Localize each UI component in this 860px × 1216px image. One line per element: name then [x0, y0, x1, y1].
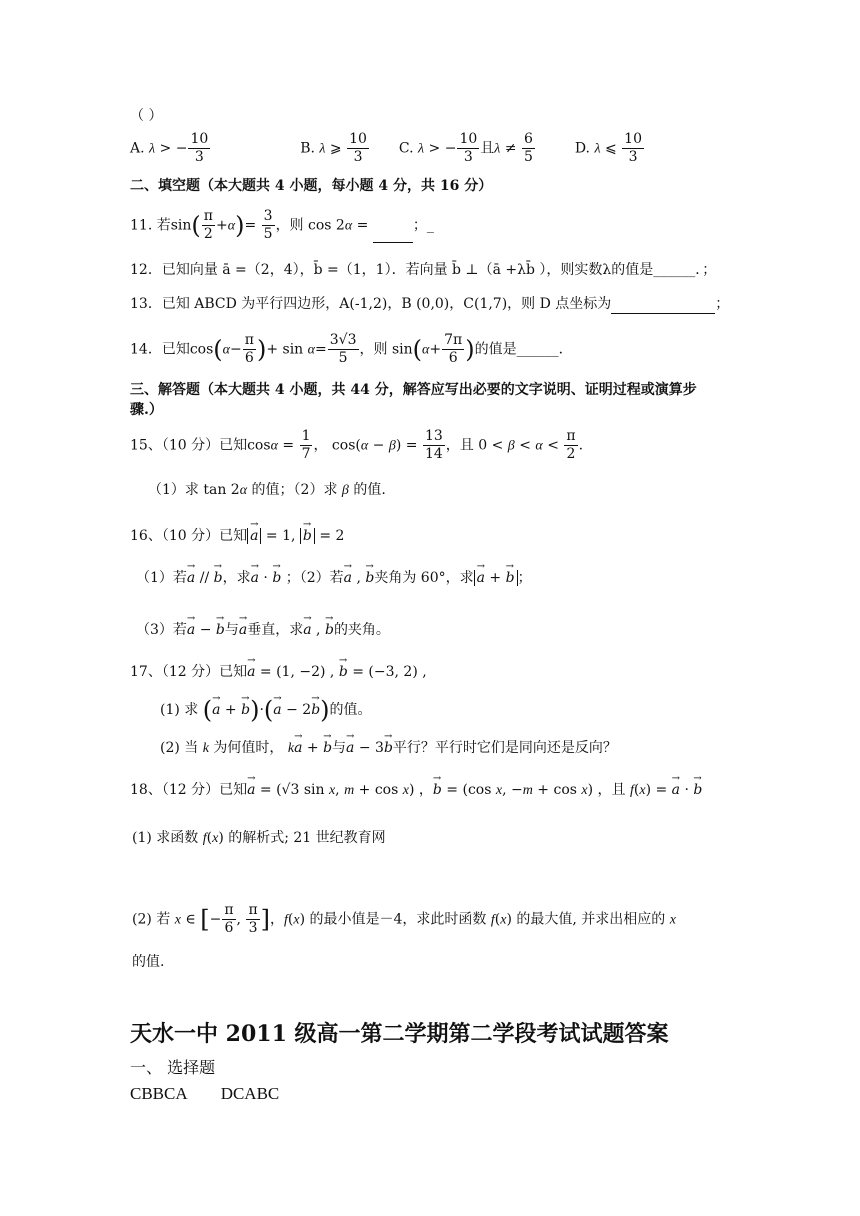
- question-16-part1-2: （1）若→ a // → b，求→ a · → b ；（2）若→ a , → b夹角为 60°，求→ a + → b ；: [136, 568, 532, 588]
- question-16: 16、（10 分）已知→ a = 1, → b = 2: [130, 526, 344, 546]
- question-14: 14．已知cos(α− $\frac{\pi}{6}$ )+ sin α= $\frac{3√3}{5}$ ，则 sin(α+ $\frac{7\pi}{6}$ )的值是______．: [130, 332, 573, 366]
- question-18: 18、（12 分）已知→ a = (√3 sin x, m + cos x) ，→ b = (cos x, −m + cos x) ，且 f(x) = → a · → b: [130, 780, 702, 801]
- question-17-part1: (1) 求 (→ a + → b)·(→ a − 2→ b)的值。: [160, 700, 372, 720]
- answers-choices: CBBCA DCABC: [130, 1084, 280, 1103]
- question-18-part2-cont: 的值.: [132, 954, 165, 970]
- question-11: 11. 若sin( $\frac{\pi}{2}$ +α)= $\frac{3}{5}$ ，则 cos 2α = ；_: [130, 208, 434, 242]
- question-18-part1: (1) 求函数 f(x) 的解析式; 21 世纪教育网: [132, 830, 386, 846]
- section-3-heading-cont: 骤.）: [130, 402, 163, 418]
- question-16-part3: （3）若→ a − → b与→ a垂直，求→ a , → b的夹角。: [136, 620, 390, 640]
- question-18-part2: (2) 若 x ∈ [− $\frac{\pi}{6}$ , $\frac{\pi}{3}$ ]，f(x) 的最小值是－4，求此时函数 f(x) 的最大值, 并求出相应的 x: [132, 902, 676, 936]
- question-13: 13．已知 ABCD 为平行四边形，A(-1,2)，B (0,0)，C(1,7)，则 D 点坐标为 ；: [130, 296, 730, 312]
- question-15: 15、（10 分）已知cosα = $\frac{1}{7}$ ， cos(α − β) = $\frac{13}{14}$ ，且 0 < β < α < $\frac{\pi}{2}$ .: [130, 428, 584, 462]
- q10-options: A. λ > − $\frac{10}{3}$ B. λ ⩾ $\frac{10}{3}$ C. λ > − $\frac{10}{3}$ 且λ ≠ $\frac{6}{5}$ D. λ ⩽ $\frac{10}{3}$: [130, 131, 642, 165]
- answers-title: 天水一中 2011 级高一第二学期第二学段考试试题答案: [130, 1021, 669, 1047]
- section-3-heading: 三、解答题（本大题共 4 小题，共 44 分，解答应写出必要的文字说明、证明过程或演算步: [130, 382, 697, 398]
- answers-section-1: 一、 选择题: [130, 1058, 216, 1077]
- q10-paren: （ ）: [130, 108, 163, 124]
- question-17-part2: (2) 当 k 为何值时， k→ a + → b与→ a − 3→ b平行？平行时它们是同向还是反向？: [160, 738, 617, 759]
- section-2-heading: 二、填空题（本大题共 4 小题，每小题 4 分，共 16 分）: [130, 178, 493, 194]
- question-15-subs: （1）求 tan 2α 的值；（2）求 β 的值.: [148, 482, 386, 498]
- question-17: 17、（12 分）已知→ a = (1, −2) , → b = (−3, 2) ,: [130, 662, 427, 682]
- question-12: 12．已知向量 ā =（2，4），b̄ =（1，1）．若向量 b̄ ⊥（ā +λb̄ ），则实数λ的值是______．；: [130, 262, 717, 278]
